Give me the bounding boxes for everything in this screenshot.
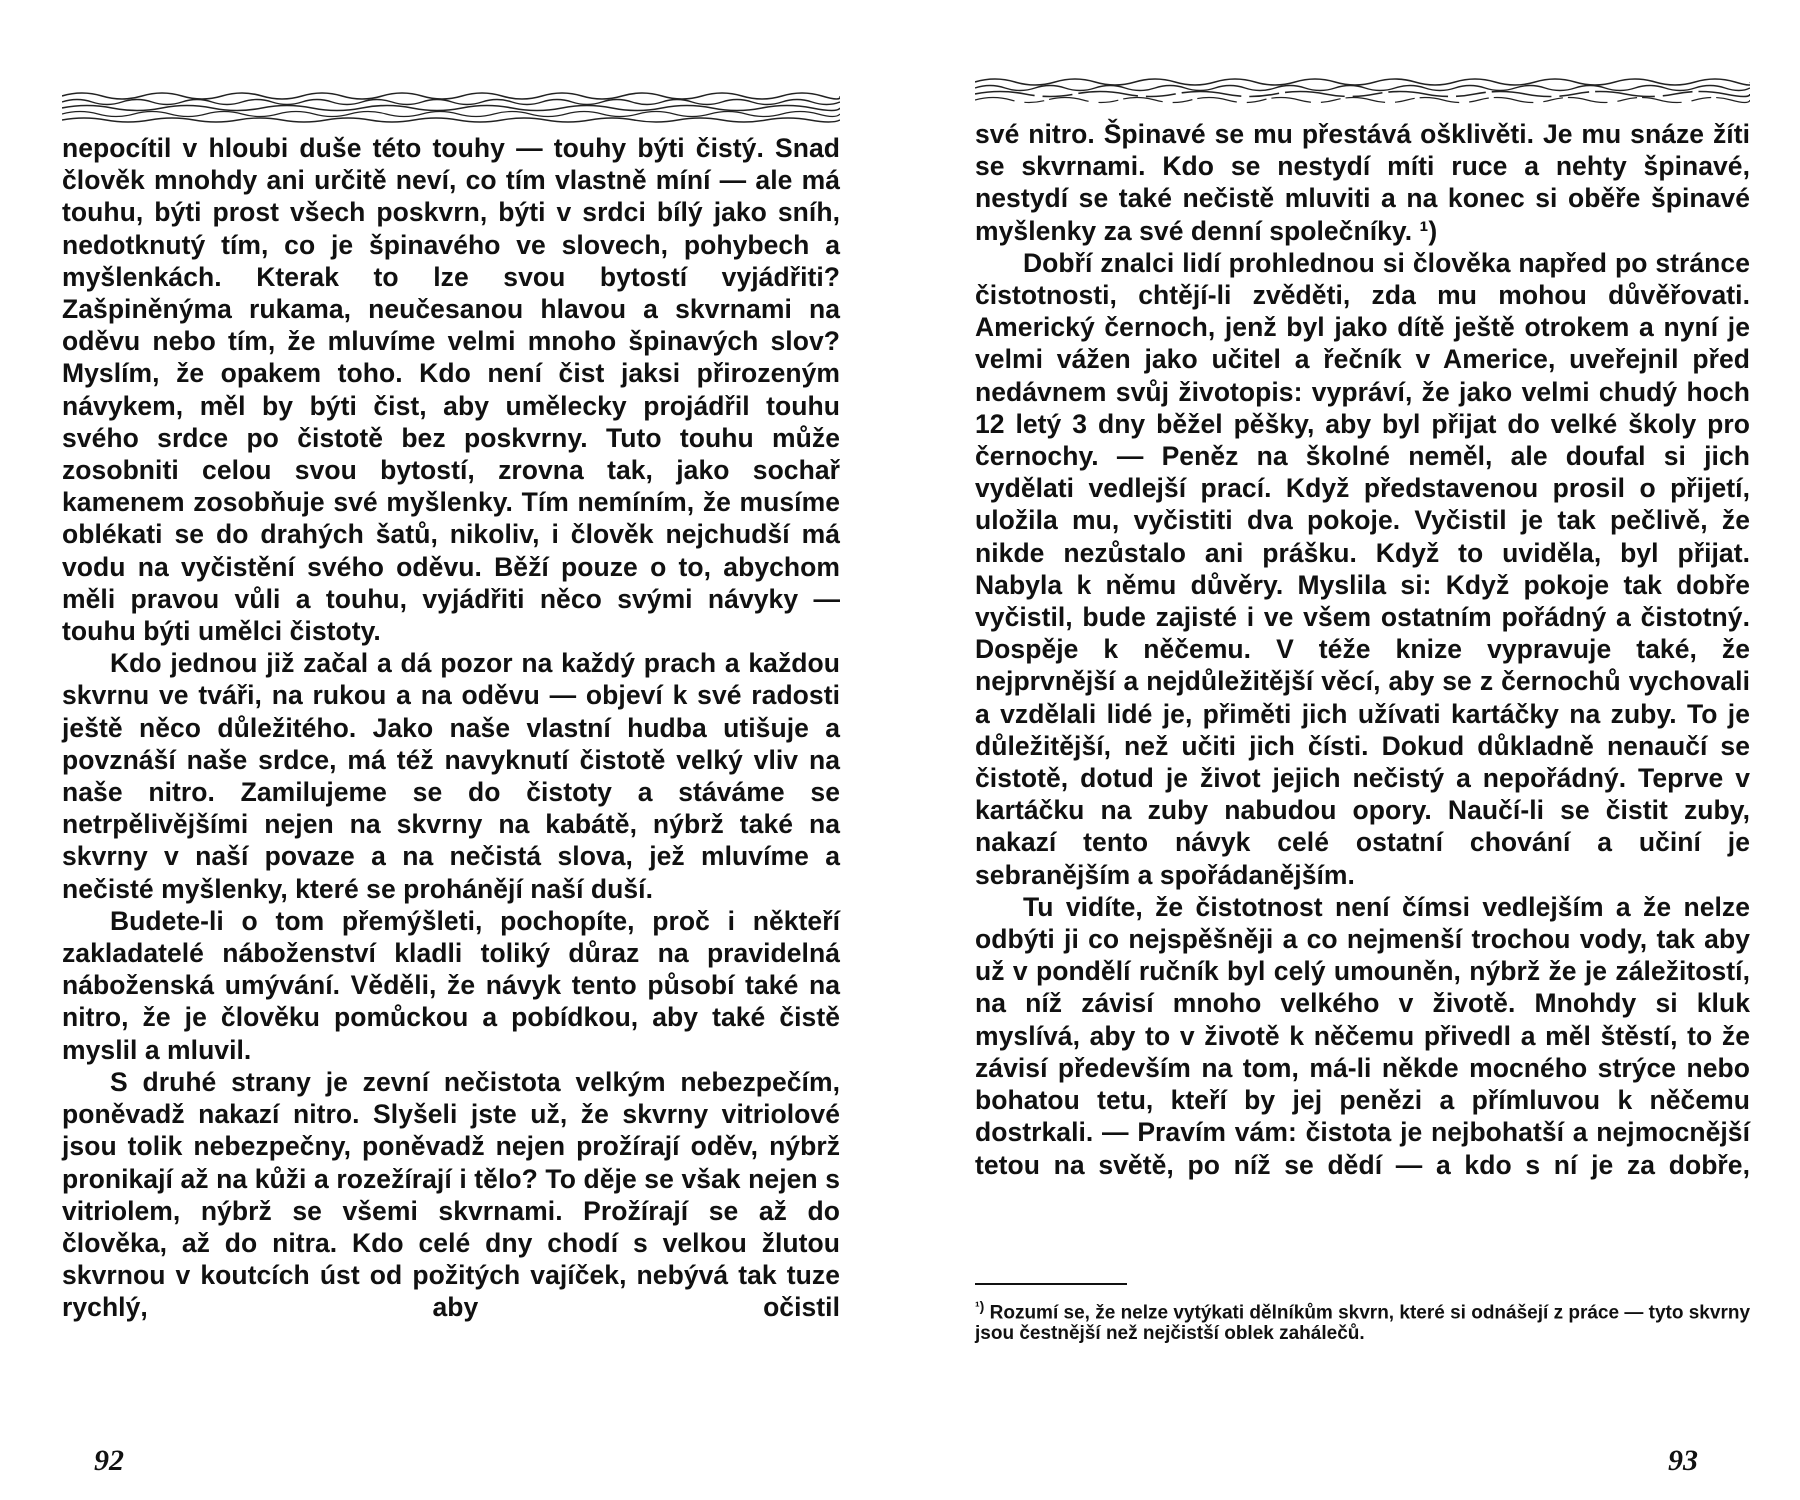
footnote xyxy=(975,1296,1750,1344)
left-page-text xyxy=(62,132,840,1324)
footnote-text: Rozumí se, že nelze vytýkati dělníkům skvrn, které si odnášejí z práce — tyto skvrny jsou čestnější než nejčistší oblek zahálečů. xyxy=(975,1302,1751,1345)
page-number: 92 xyxy=(94,1444,124,1477)
paragraph: nepocítil v hloubi duše této touhy — touhy býti čistý. Snad člověk mnohdy ani určitě neví, co tím vlastně míní — ale má touhu, býti prost všech poskvrn, býti v srdci bílý jako sníh, nedotknutý tím, co je špinavého ve slovech, pohybech a myšlenkách. Kterak to lze svou bytostí vyjádřiti? Zašpiněnýma rukama, neučesanou hlavou a skvrnami na oděvu nebo tím, že mluvíme velmi mnoho špinavých slov? Myslím, že opakem toho. Kdo není čist jaksi přirozeným návykem, měl by býti čist, aby umělecky projádřil touhu svého srdce po čistotě bez poskvrny. Tuto touhu může zosobniti celou svou bytostí, zrovna tak, jako sochař kamenem zosobňuje své myšlenky. Tím nemíním, že musíme oblékati se do drahých šatů, nikoliv, i člověk nejchudší má vodu na vyčistění svého oděvu. Běží pouze o to, abychom měli pravou vůli a touhu, vyjádřiti něco svými návyky — touhu býti umělci čistoty. xyxy=(62,133,840,647)
header-ornament-left xyxy=(62,88,840,128)
ornament-wave-icon xyxy=(975,72,1750,112)
paragraph: své nitro. Špinavé se mu přestává ošklivěti. Je mu snáze žíti se skvrnami. Kdo se nestydí míti ruce a nehty špinavé, nestydí se také nečistě mluviti a na konec si oběře špinavé myšlenky za své denní společníky. ¹) xyxy=(975,119,1750,246)
footnote-rule xyxy=(975,1283,1127,1285)
footnote-marker: ¹) xyxy=(975,1298,985,1314)
right-page-text xyxy=(975,118,1750,1181)
paragraph: Tu vidíte, že čistotnost není čímsi vedlejším a že nelze odbýti ji co nejspěšněji a co nejmenší trochou vody, tak aby už v pondělí ručník byl celý umouněn, nýbrž že je záležitostí, na níž závisí mnoho velkého v životě. Mnohdy si kluk myslívá, aby to v životě k něčemu přivedl a měl štěstí, to že závisí především na tom, má-li někde mocného strýce nebo bohatou tetu, kteří by jej penězi a přímluvou k něčemu dostrkali. — Pravím vám: čistota je nejbohatší a nejmocnější tetou na světě, po níž se dědí — a kdo s ní je za dobře, xyxy=(975,891,1750,1180)
paragraph: Dobří znalci lidí prohlednou si člověka napřed po stránce čistotnosti, chtějí-li zvěděti, zda mu mohou důvěřovati. Americký černoch, jenž byl jako dítě ještě otrokem a nyní je velmi vážen jako učitel a řečník v Americe, uveřejnil před nedávnem svůj životopis: vypráví, že jako velmi chudý hoch 12 letý 3 dny běžel pěšky, aby byl přijat do velké školy pro černochy. — Peněz na školné neměl, ale doufal si jich vydělati vedlejší prací. Když představenou prosil o přijetí, uložila mu, vyčistiti dva pokoje. Vyčistil je tak pečlivě, že nikde nezůstalo ani prášku. Když to uviděla, byl přijat. Nabyla k němu důvěry. Myslila si: Když pokoje tak dobře vyčistil, bude zajisté i ve všem ostatním pořádný a čistotný. Dospěje k něčemu. V téže knize vypravuje také, že nejprvnější a nejdůležitější věcí, aby se z černochů vychovali a vzdělali lidé je, přiměti jich užívati kartáčky na zuby. To je důležitější, než učiti jich čísti. Dokud důkladně nenaučí se čistotě, dotud je život jejich nečistý a nepořádný. Teprve v kartáčku na zuby nabudou opory. Naučí-li se čistit zuby, nakazí tento návyk celé ostatní chování a učiní je sebranějším a spořádanějším. xyxy=(975,247,1750,890)
paragraph: S druhé strany je zevní nečistota velkým nebezpečím, poněvadž nakazí nitro. Slyšeli jste už, že skvrny vitriolové jsou tolik nebezpečny, poněvadž nejen prožírají oděv, nýbrž pronikají až na kůži a rozežírají i tělo? To děje se však nejen s vitriolem, nýbrž se všemi skvrnami. Prožírají se až do člověka, až do nitra. Kdo celé dny chodí s velkou žlutou skvrnou v koutcích úst od požitých vajíček, nebývá tak tuze rychlý, aby očistil xyxy=(62,1066,840,1323)
header-ornament-right xyxy=(975,72,1750,112)
page-number: 93 xyxy=(1668,1444,1698,1477)
ornament-wave-icon xyxy=(62,88,840,128)
paragraph: Budete-li o tom přemýšleti, pochopíte, proč i někteří zakladatelé náboženství kladli toliký důraz na pravidelná náboženská umývání. Věděli, že návyk tento působí také na nitro, že je člověku pomůckou a pobídkou, aby také čistě myslil a mluvil. xyxy=(62,905,840,1065)
paragraph: Kdo jednou již začal a dá pozor na každý prach a každou skvrnu ve tváři, na rukou a na oděvu — objeví k své radosti ještě něco důležitého. Jako naše vlastní hudba utišuje a povznáší naše srdce, má též navyknutí čistotě velký vliv na naše nitro. Zamilujeme se do čistoty a stáváme se netrpělivějšími nejen na skvrny na kabátě, nýbrž také na skvrny v naší povaze a na nečistá slova, jež mluvíme a nečisté myšlenky, které se prohánějí naší duší. xyxy=(62,648,840,904)
